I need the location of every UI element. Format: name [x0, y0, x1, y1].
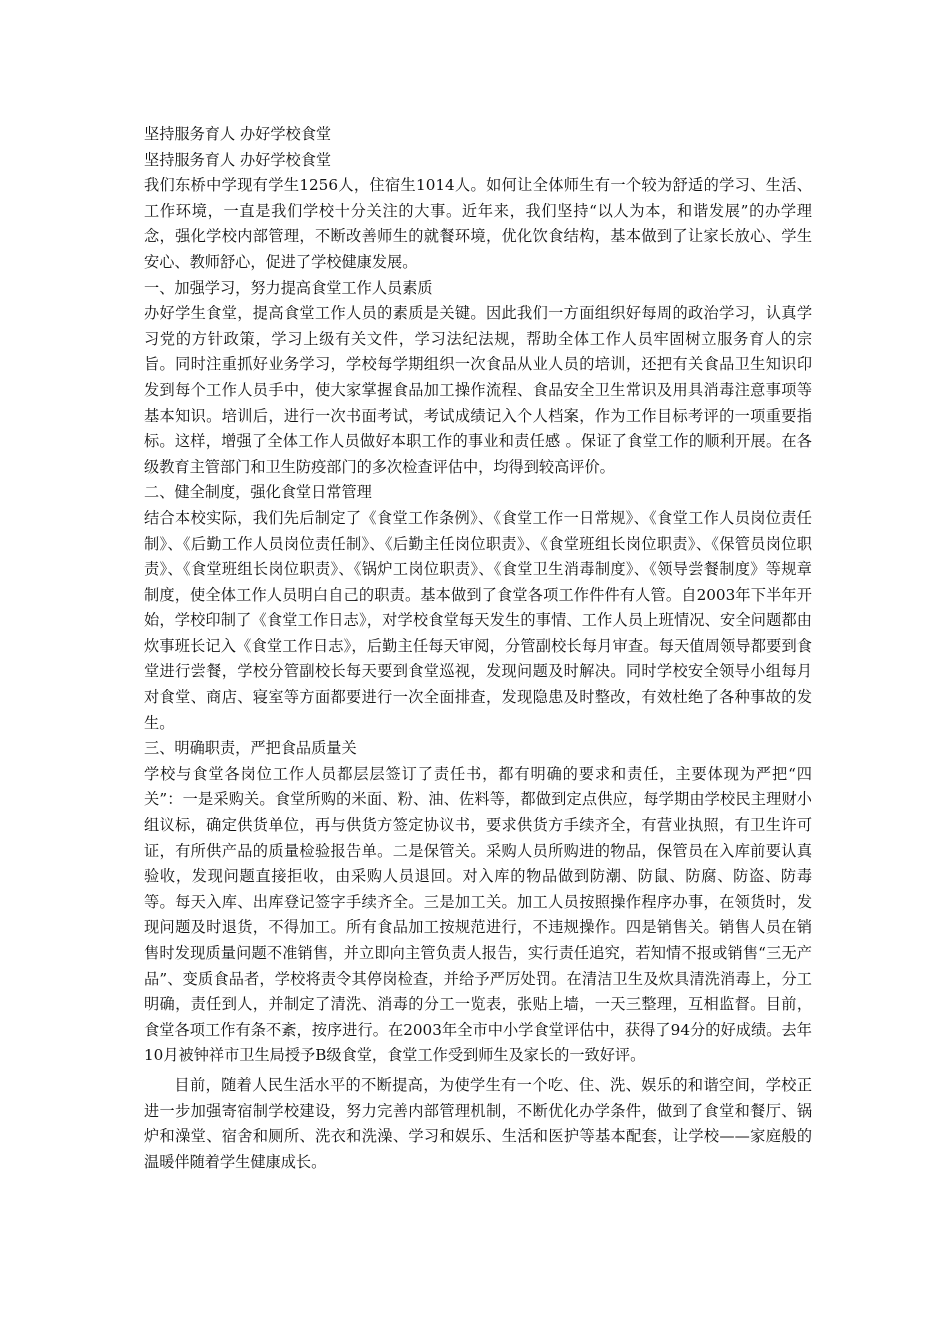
- closing-paragraph: 目前，随着人民生活水平的不断提高，为使学生有一个吃、住、洗、娱乐的和谐空间，学校正进一步加强寄宿制学校建设，努力完善内部管理机制，不断优化办学条件，做到了食堂和餐厅、锅炉和澡堂、宿舍和厕所、洗衣和洗澡、学习和娱乐、生活和医护等基本配套，让学校——家庭般的温暖伴随着学生健康成长。: [144, 1075, 812, 1171]
- section-heading-1: 一、加强学习，努力提高食堂工作人员素质: [144, 278, 433, 297]
- document-body: [144, 122, 812, 1175]
- section-body-1: 办好学生食堂，提高食堂工作人员的素质是关键。因此我们一方面组织好每周的政治学习，认真学习党的方针政策，学习上级有关文件，学习法纪法规，帮助全体工作人员牢固树立服务育人的宗旨。同时注重抓好业务学习，学校每学期组织一次食品从业人员的培训，还把有关食品卫生知识印发到每个工作人员手中，使大家掌握食品加工操作流程、食品安全卫生常识及用具消毒注意事项等基本知识。培训后，进行一次书面考试，考试成绩记入个人档案，作为工作目标考评的一项重要指标。这样，增强了全体工作人员做好本职工作的事业和责任感 。保证了食堂工作的顺利开展。在各级教育主管部门和卫生防疫部门的多次检查评估中，均得到较高评价。: [144, 304, 812, 476]
- section-body-3: 学校与食堂各岗位工作人员都层层签订了责任书，都有明确的要求和责任，主要体现为严把“四关”：一是采购关。食堂所购的米面、粉、油、佐料等，都做到定点供应，每学期由学校民主理财小组议标，确定供货单位，再与供货方签定协议书，要求供货方手续齐全，有营业执照，有卫生许可证，有所供产品的质量检验报告单。二是保管关。采购人员所购进的物品，保管员在入库前要认真验收，发现问题直接拒收，由采购人员退回。对入库的物品做到防潮、防鼠、防腐、防盗、防毒等。每天入库、出库登记签字手续齐全。三是加工关。加工人员按照操作程序办事，在领货时，发现问题及时退货，不得加工。所有食品加工按规范进行，不违规操作。四是销售关。销售人员在销售时发现质量问题不准销售，并立即向主管负责人报告，实行责任追究，若知情不报或销售“三无产品”、变质食品者，学校将责令其停岗检查，并给予严厉处罚。在清洁卫生及炊具清洗消毒上，分工明确，责任到人，并制定了清洗、消毒的分工一览表，张贴上墙，一天三整理，互相监督。目前，食堂各项工作有条不紊，按序进行。在2003年全市中小学食堂评估中，获得了94分的好成绩。去年10月被钟祥市卫生局授予B级食堂，食堂工作受到师生及家长的一致好评。: [144, 764, 812, 1065]
- section-heading-2: 二、健全制度，强化食堂日常管理: [144, 483, 372, 502]
- intro-paragraph: 我们东桥中学现有学生1256人，住宿生1014人。如何让全体师生有一个较为舒适的学习、生活、工作环境，一直是我们学校十分关注的大事。近年来，我们坚持“以人为本，和谐发展”的办学理念，强化学校内部管理，不断改善师生的就餐环境，优化饮食结构，基本做到了让家长放心、学生安心、教师舒心，促进了学校健康发展。: [144, 176, 812, 271]
- document-subtitle: 坚持服务育人 办好学校食堂: [144, 150, 332, 169]
- document-title: 坚持服务育人 办好学校食堂: [144, 125, 332, 143]
- section-body-2: 结合本校实际，我们先后制定了《食堂工作条例》、《食堂工作一日常规》、《食堂工作人员岗位责任制》、《后勤工作人员岗位责任制》、《后勤主任岗位职责》、《食堂班组长岗位职责》、《保管员岗位职责》、《食堂班组长岗位职责》、《锅炉工岗位职责》、《食堂卫生消毒制度》、《领导尝餐制度》等规章制度，使全体工作人员明白自己的职责。基本做到了食堂各项工作件件有人管。自2003年下半年开始，学校印制了《食堂工作日志》，对学校食堂每天发生的事情、工作人员上班情况、安全问题都由炊事班长记入《食堂工作日志》，后勤主任每天审阅，分管副校长每月审查。每天值周领导都要到食堂进行尝餐，学校分管副校长每天要到食堂巡视，发现问题及时解决。同时学校安全领导小组每月对食堂、商店、寝室等方面都要进行一次全面排查，发现隐患及时整改，有效杜绝了各种事故的发生。: [144, 508, 812, 732]
- section-heading-3: 三、明确职责，严把食品质量关: [144, 739, 357, 758]
